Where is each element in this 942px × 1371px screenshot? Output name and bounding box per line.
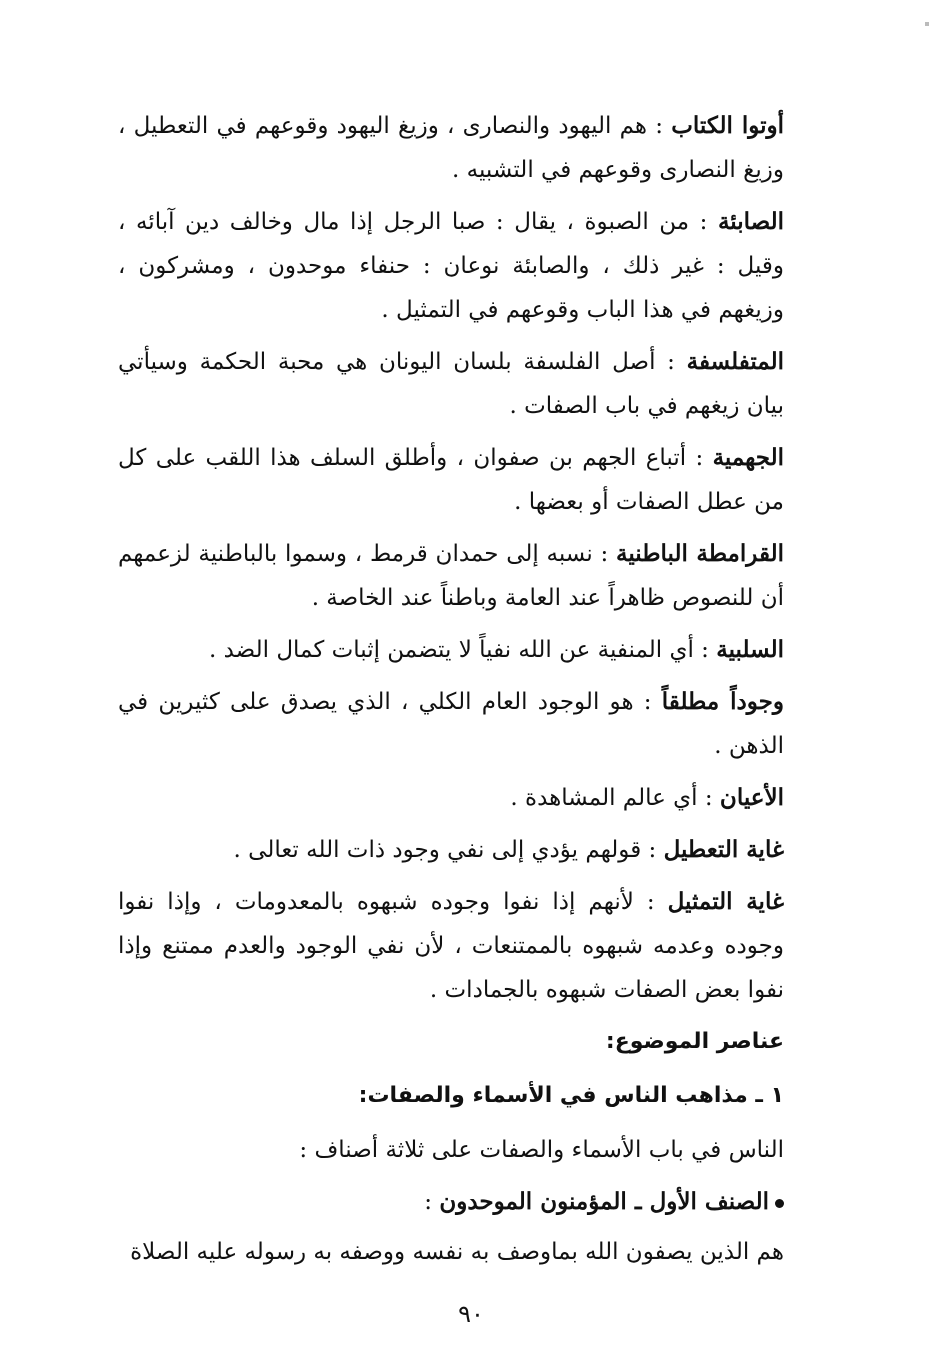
definition-9 bbox=[118, 828, 784, 872]
definition-3 bbox=[118, 340, 784, 428]
definition-text: أي عالم المشاهدة . bbox=[510, 785, 698, 811]
definition-term: المتفلسفة bbox=[686, 348, 784, 375]
definition-term: وجوداً مطلقاً bbox=[661, 688, 785, 715]
definition-term: أوتوا الكتاب bbox=[671, 112, 785, 139]
definition-1 bbox=[118, 104, 784, 192]
definition-term: القرامطة الباطنية bbox=[616, 540, 784, 567]
bullet-suffix: : bbox=[424, 1189, 440, 1215]
definition-term: الأعيان bbox=[719, 784, 784, 811]
definition-text: هو الوجود العام الكلي ، الذي يصدق على كثيرين في الذهن . bbox=[118, 689, 784, 759]
definition-term: غاية التمثيل bbox=[667, 888, 784, 915]
colon: : bbox=[686, 445, 713, 471]
definition-6 bbox=[118, 628, 784, 672]
scan-mark bbox=[925, 22, 929, 26]
definition-term: الجهمية bbox=[712, 444, 784, 471]
definition-term: غاية التعطيل bbox=[663, 836, 784, 863]
section-heading: عناصر الموضوع: bbox=[605, 1029, 784, 1054]
page-body bbox=[118, 104, 784, 1282]
definition-text: أي المنفية عن الله نفياً لا يتضمن إثبات كمال الضد . bbox=[208, 637, 694, 663]
bullet-term: الصنف الأول ـ المؤمنون الموحدون bbox=[439, 1188, 769, 1215]
definition-text: من الصبوة ، يقال : صبا الرجل إذا مال وخالف دين آبائه ، وقيل : غير ذلك ، والصابئة نوعان : حنفاء موحدون ، ومشركون ، وزيغهم في هذا الباب وقوعهم في التمثيل . bbox=[118, 209, 784, 323]
subsection-heading: ١ ـ مذاهب الناس في الأسماء والصفات: bbox=[358, 1083, 784, 1108]
colon: : bbox=[633, 689, 662, 715]
definition-7 bbox=[118, 680, 784, 768]
page-number: ٩٠ bbox=[458, 1300, 484, 1328]
definition-text: قولهم يؤدي إلى نفي وجود ذات الله تعالى . bbox=[233, 837, 642, 863]
bullet-item bbox=[118, 1180, 784, 1224]
colon: : bbox=[689, 209, 718, 235]
definition-5 bbox=[118, 532, 784, 620]
definition-2 bbox=[118, 200, 784, 332]
colon: : bbox=[647, 113, 672, 139]
definition-4 bbox=[118, 436, 784, 524]
colon: : bbox=[693, 637, 717, 663]
definition-term: السلبية bbox=[716, 636, 784, 663]
definition-term: الصابئة bbox=[717, 208, 784, 235]
bullet-dot-icon bbox=[775, 1199, 784, 1208]
last-line: هم الذين يصفون الله بماوصف به نفسه ووصفه به رسوله عليه الصلاة bbox=[130, 1239, 784, 1265]
definition-text: أصل الفلسفة بلسان اليونان هي محبة الحكمة وسيأتي بيان زيغهم في باب الصفات . bbox=[118, 349, 784, 419]
definition-text: لأنهم إذا نفوا وجوده شبهوه بالمعدومات ، وإذا نفوا وجوده وعدمه شبهوه بالممتنعات ، لأن نفي الوجود والعدم ممتنع وإذا نفوا بعض الصفات شبهوه بالجمادات . bbox=[118, 889, 784, 1003]
definition-10 bbox=[118, 880, 784, 1012]
colon: : bbox=[592, 541, 617, 567]
intro-line: الناس في باب الأسماء والصفات على ثلاثة أصناف : bbox=[299, 1137, 784, 1163]
definition-text: هم اليهود والنصارى ، وزيغ اليهود وقوعهم في التعطيل ، وزيغ النصارى وقوعهم في التشبيه . bbox=[118, 113, 784, 183]
definition-text: أتباع الجهم بن صفوان ، وأطلق السلف هذا اللقب على كل من عطل الصفات أو بعضها . bbox=[118, 445, 784, 515]
colon: : bbox=[633, 889, 668, 915]
definition-text: نسبه إلى حمدان قرمط ، وسموا بالباطنية لزعمهم أن للنصوص ظاهراً عند العامة وباطناً عند الخاصة . bbox=[118, 541, 784, 611]
definition-8 bbox=[118, 776, 784, 820]
colon: : bbox=[655, 349, 687, 375]
colon: : bbox=[697, 785, 720, 811]
colon: : bbox=[641, 837, 664, 863]
